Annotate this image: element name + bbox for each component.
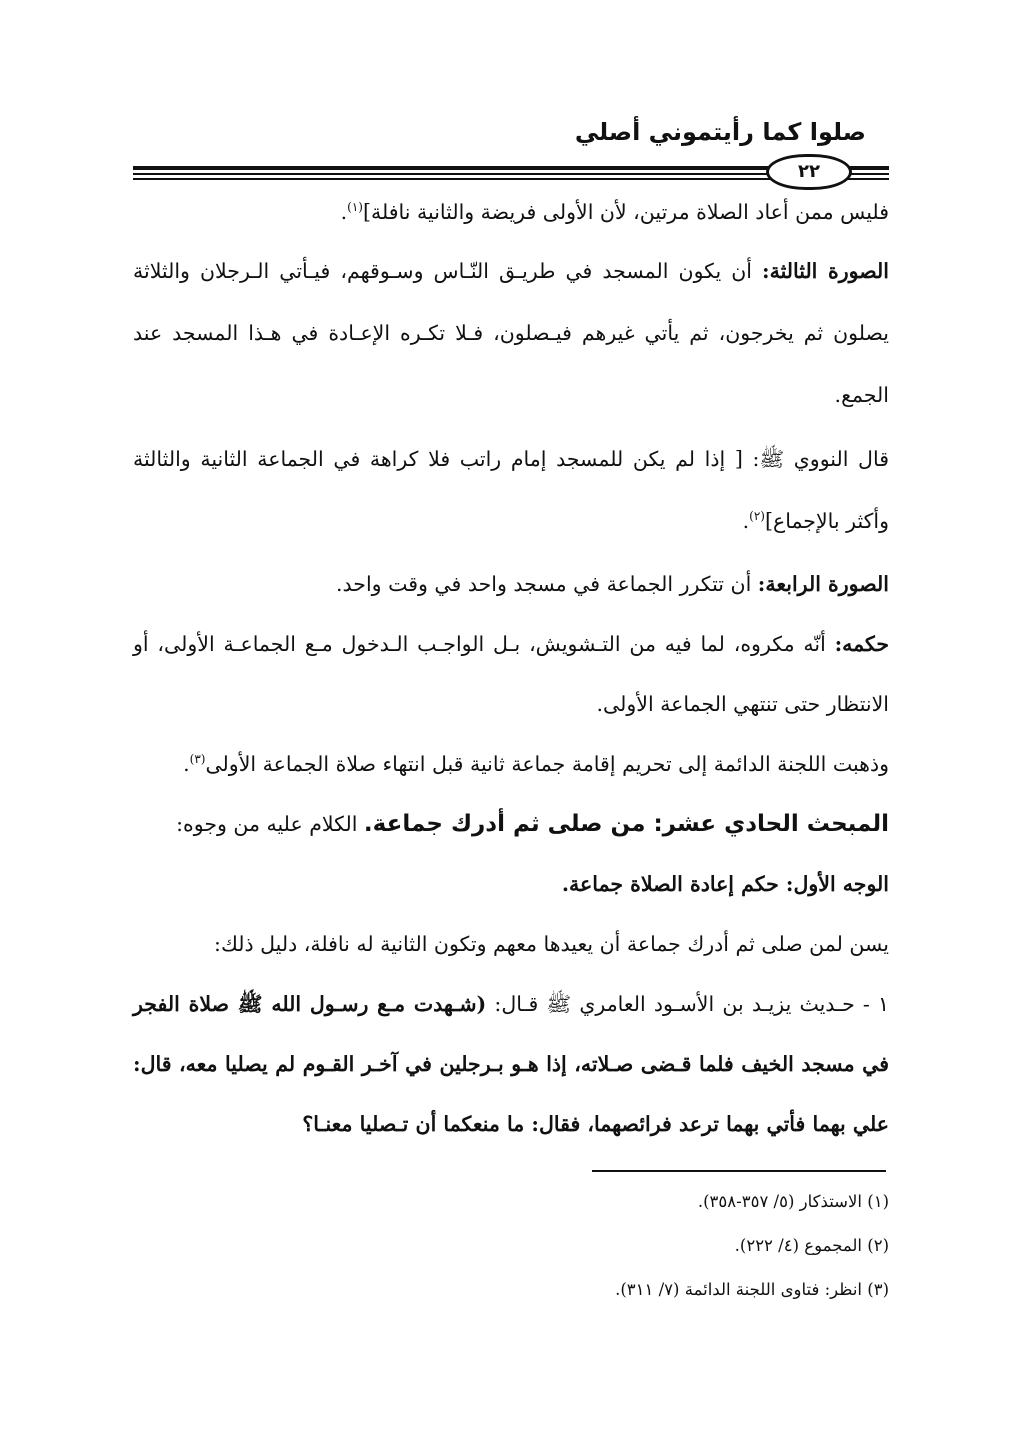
footnote-2: (٢) المجموع (٤/ ٢٢٢). xyxy=(734,1236,889,1255)
paragraph-6: وذهبت اللجنة الدائمة إلى تحريم إقامة جماعة ثانية قبل انتهاء صلاة الجماعة الأولى$^{(٣)}$. xyxy=(183,752,889,776)
paragraph-heading: الصورة الرابعة: xyxy=(757,572,889,596)
subsection-heading: الوجه الأول: حكم إعادة الصلاة جماعة. xyxy=(561,872,889,896)
footnote-ref-2[interactable]: (٢) xyxy=(749,509,765,524)
main-text xyxy=(133,188,889,1154)
footnotes xyxy=(133,1180,889,1312)
footnote-3: (٣) انظر: فتاوى اللجنة الدائمة (٧/ ٣١١). xyxy=(615,1280,889,1299)
footnote-separator xyxy=(592,1170,886,1172)
paragraph-5: حكمه: أنّه مكروه، لما فيه من التـشويش، بـل الواجـب الـدخول مـع الجماعـة الأولى، أو الانتظار حتى تنتهي الجماعة الأولى. xyxy=(133,632,889,716)
footnote-1: (١) الاستذكار (٥/ ٣٥٧-٣٥٨). xyxy=(697,1192,889,1211)
paragraph-1: فليس ممن أعاد الصلاة مرتين، لأن الأولى فريضة والثانية نافلة]$^{(١)}$. xyxy=(340,200,889,224)
paragraph-4: الصورة الرابعة: أن تتكرر الجماعة في مسجد واحد في وقت واحد. xyxy=(336,572,889,596)
paragraph-9: يسن لمن صلى ثم أدرك جماعة أن يعيدها معهم وتكون الثانية له نافلة، دليل ذلك: xyxy=(214,932,889,956)
footnote-ref-3[interactable]: (٣) xyxy=(189,752,206,767)
page-number: ٢٢ xyxy=(766,154,852,190)
paragraph-2: الصورة الثالثة: أن يكون المسجد في طريـق النّـاس وسـوقهم، فيـأتي الـرجلان والثلاثة يصلون ثم يخرجون، ثم يأتي غيرهم فيـصلون، فـلا تكـره الإعـادة في هـذا المسجد عند الجمع. xyxy=(133,259,889,407)
section-heading: المبحث الحادي عشر: من صلى ثم أدرك جماعة. الكلام عليه من وجوه: xyxy=(176,811,889,837)
paragraph-heading: حكمه: xyxy=(834,632,889,656)
paragraph-3: قال النووي ﷺ: [ إذا لم يكن للمسجد إمام راتب فلا كراهة في الجماعة الثانية والثالثة وأكثر بالإجماع]$^{(٢)}$. xyxy=(133,447,889,533)
paragraph-10: ١ - حـديث يزيـد بن الأسـود العامري ﷺ قـال: (شـهدت مـع رسـول الله ﷺ صلاة الفجر في مسجد الخيف فلما قـضى صـلاته، إذا هـو بـرجلين في آخـر القـوم لم يصليا معه، قال: علي بهما فأتي بهما ترعد فرائصهما، فقال: ما منعكما أن تـصليا معنـا؟ xyxy=(133,992,889,1136)
section-title: المبحث الحادي عشر: من صلى ثم أدرك جماعة. xyxy=(363,811,889,837)
footnote-ref-1[interactable]: (١) xyxy=(347,200,363,215)
hadith-quote: (شـهدت مـع رسـول الله ﷺ صلاة الفجر في مسجد الخيف فلما قـضى صـلاته، إذا هـو بـرجلين في آخـر القـوم لم يصليا معه، قال: علي بهما فأتي بهما ترعد فرائصهما، فقال: ما منعكما أن تـصليا معنـا؟ xyxy=(133,992,889,1136)
paragraph-heading: الصورة الثالثة: xyxy=(762,259,889,283)
running-header-title: صلوا كما رأيتموني أصلي xyxy=(574,118,866,146)
